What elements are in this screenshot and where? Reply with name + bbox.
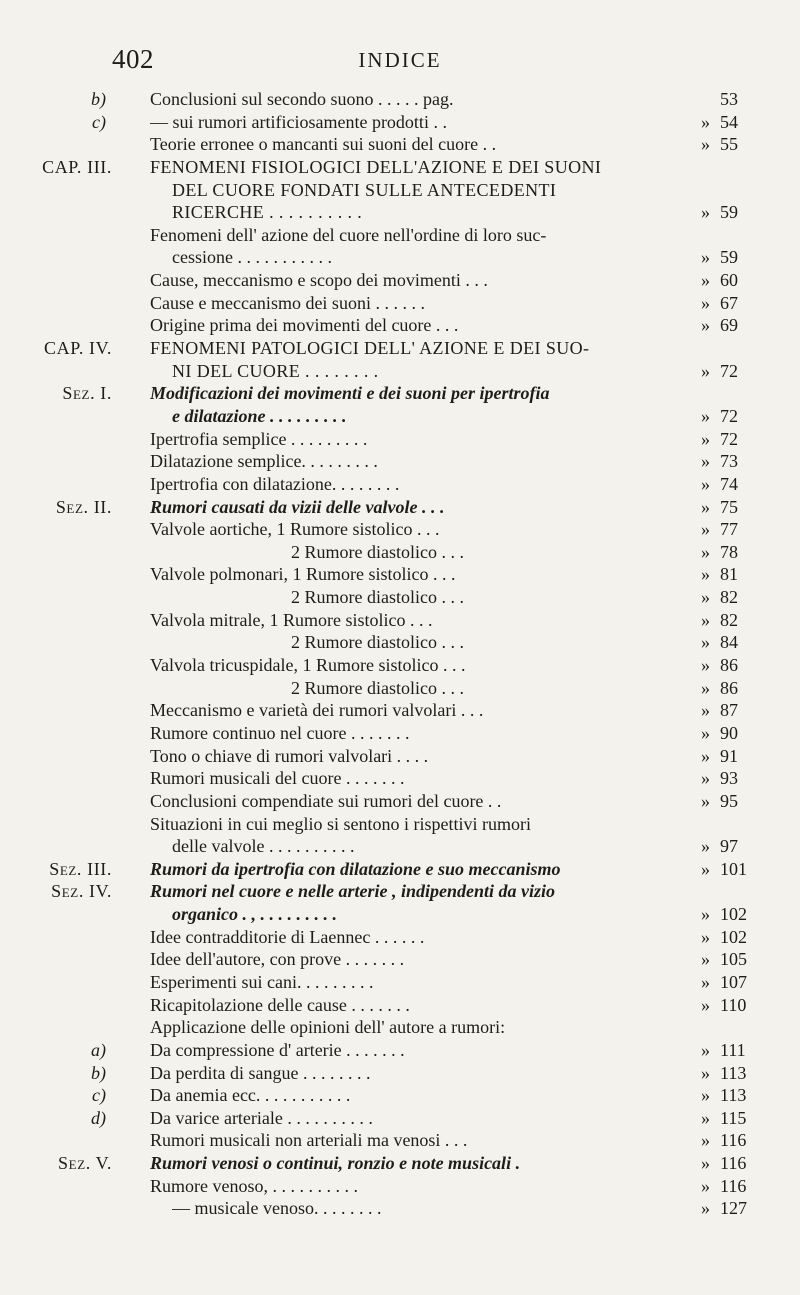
toc-entry: [0, 473, 800, 496]
toc-entry: [0, 835, 800, 858]
entry-label: d): [91, 1107, 106, 1128]
toc-entry: [0, 971, 800, 994]
entry-page-number: 113: [720, 1085, 747, 1106]
entry-title: Conclusioni compendiate sui rumori del cuore . .: [150, 790, 502, 811]
toc-entry: [0, 1129, 800, 1152]
toc-entry: [0, 790, 800, 813]
entry-page-number: 86: [720, 655, 738, 676]
toc-entry: [0, 179, 800, 202]
entry-title: Applicazione delle opinioni dell' autore a rumori:: [150, 1017, 506, 1038]
running-head: INDICE: [358, 48, 442, 72]
entry-page-number: 86: [720, 677, 738, 698]
entry-page-number: 73: [720, 451, 738, 472]
ditto-marker: »: [701, 632, 710, 653]
ditto-marker: »: [701, 292, 710, 313]
entry-page-number: 113: [720, 1062, 747, 1083]
entry-label: b): [91, 1062, 106, 1083]
entry-title: Situazioni in cui meglio si sentono i rispettivi rumori: [150, 813, 531, 834]
ditto-marker: »: [701, 1198, 710, 1219]
ditto-marker: »: [701, 134, 710, 155]
entry-title: Valvole aortiche, 1 Rumore sistolico . . .: [150, 519, 440, 540]
entry-page-number: 87: [720, 700, 738, 721]
toc-entry: [0, 903, 800, 926]
entry-label: a): [91, 1039, 106, 1060]
toc-entry: [0, 609, 800, 632]
entry-title: 2 Rumore diastolico . . .: [291, 632, 464, 653]
ditto-marker: »: [701, 904, 710, 925]
entry-page-number: 82: [720, 609, 738, 630]
entry-label: CAP. III.: [42, 156, 112, 177]
toc-entry: [0, 111, 800, 134]
entry-label: Sez. V.: [58, 1153, 112, 1174]
entry-title: Ipertrofia con dilatazione. . . . . . . .: [150, 473, 400, 494]
entry-title: Fenomeni dell' azione del cuore nell'ordine di loro suc-: [150, 224, 547, 245]
entry-label: Sez. III.: [49, 858, 112, 879]
entry-page-number: 111: [720, 1039, 746, 1060]
ditto-marker: »: [701, 1107, 710, 1128]
toc-entry: [0, 133, 800, 156]
toc-entry: [0, 745, 800, 768]
entry-title: NI DEL CUORE . . . . . . . .: [172, 360, 379, 381]
ditto-marker: »: [701, 790, 710, 811]
ditto-marker: »: [701, 1085, 710, 1106]
entry-title: Teorie erronee o mancanti sui suoni del cuore . .: [150, 134, 497, 155]
ditto-marker: »: [701, 1153, 710, 1174]
entry-title: Dilatazione semplice. . . . . . . . .: [150, 451, 378, 472]
ditto-marker: »: [701, 1062, 710, 1083]
ditto-marker: »: [701, 926, 710, 947]
toc-entry: [0, 496, 800, 519]
ditto-marker: »: [701, 700, 710, 721]
entry-title: Valvola tricuspidale, 1 Rumore sistolico . . .: [150, 655, 466, 676]
entry-page-number: 72: [720, 405, 738, 426]
ditto-marker: »: [701, 745, 710, 766]
entry-page-number: 91: [720, 745, 738, 766]
toc-entry: [0, 699, 800, 722]
entry-title: Cause, meccanismo e scopo dei movimenti . . .: [150, 270, 488, 291]
entry-page-number: 72: [720, 428, 738, 449]
ditto-marker: »: [701, 111, 710, 132]
entry-page-number: 77: [720, 519, 738, 540]
entry-title: Conclusioni sul secondo suono . . . . . pag.: [150, 89, 454, 109]
toc-entry: [0, 541, 800, 564]
entry-title: Da anemia ecc. . . . . . . . . . .: [150, 1085, 351, 1106]
toc-entry: [0, 1175, 800, 1198]
ditto-marker: »: [701, 315, 710, 336]
toc-entry: [0, 631, 800, 654]
entry-title: FENOMENI PATOLOGICI DELL' AZIONE E DEI SUO-: [150, 338, 590, 359]
entry-title: organico . , . . . . . . . . .: [172, 904, 338, 925]
entry-title: Cause e meccanismo dei suoni . . . . . .: [150, 292, 425, 313]
entry-title: Rumori venosi o continui, ronzio e note musicali .: [150, 1153, 521, 1174]
entry-page-number: 81: [720, 564, 738, 585]
toc-entry: [0, 1197, 800, 1220]
entry-page-number: 102: [720, 904, 747, 925]
toc-entry: [0, 1062, 800, 1085]
ditto-marker: »: [701, 858, 710, 879]
entry-page-number: 107: [720, 971, 747, 992]
entry-page-number: 59: [720, 202, 738, 223]
entry-label: CAP. IV.: [44, 338, 112, 359]
entry-title: Tono o chiave di rumori valvolari . . . .: [150, 745, 429, 766]
entry-page-number: 53: [720, 89, 738, 109]
toc-entry: [0, 224, 800, 247]
table-of-contents: [0, 88, 800, 1220]
entry-label: Sez. I.: [62, 383, 112, 404]
entry-page-number: 69: [720, 315, 738, 336]
entry-title: Rumore venoso, . . . . . . . . . .: [150, 1175, 358, 1196]
ditto-marker: »: [701, 473, 710, 494]
entry-page-number: 105: [720, 949, 747, 970]
toc-entry: [0, 246, 800, 269]
ditto-marker: »: [701, 451, 710, 472]
toc-entry: [0, 292, 800, 315]
toc-entry: [0, 405, 800, 428]
entry-title: Ipertrofia semplice . . . . . . . . .: [150, 428, 368, 449]
entry-title: Esperimenti sui cani. . . . . . . . .: [150, 971, 374, 992]
ditto-marker: »: [701, 360, 710, 381]
entry-page-number: 84: [720, 632, 738, 653]
ditto-marker: »: [701, 655, 710, 676]
entry-page-number: 74: [720, 473, 738, 494]
entry-page-number: 97: [720, 836, 738, 857]
toc-entry: [0, 563, 800, 586]
toc-entry: [0, 654, 800, 677]
entry-page-number: 101: [720, 858, 747, 879]
toc-entry: [0, 813, 800, 836]
toc-entry: [0, 722, 800, 745]
entry-title: — sui rumori artificiosamente prodotti . .: [150, 111, 447, 132]
entry-page-number: 59: [720, 247, 738, 268]
entry-page-number: 72: [720, 360, 738, 381]
ditto-marker: »: [701, 1039, 710, 1060]
entry-label: Sez. II.: [55, 496, 112, 517]
entry-title: FENOMENI FISIOLOGICI DELL'AZIONE E DEI SUONI: [150, 156, 602, 177]
ditto-marker: »: [701, 519, 710, 540]
ditto-marker: »: [701, 270, 710, 291]
entry-label: Sez. IV.: [51, 881, 112, 902]
entry-page-number: 127: [720, 1198, 747, 1219]
toc-entry: [0, 1152, 800, 1175]
entry-page-number: 110: [720, 994, 747, 1015]
toc-entry: [0, 767, 800, 790]
entry-page-number: 54: [720, 111, 738, 132]
entry-title: Valvole polmonari, 1 Rumore sistolico . . .: [150, 564, 456, 585]
entry-title: Da compressione d' arterie . . . . . . .: [150, 1039, 405, 1060]
entry-page-number: 60: [720, 270, 738, 291]
entry-title: Valvola mitrale, 1 Rumore sistolico . . .: [150, 609, 433, 630]
toc-entry: [0, 586, 800, 609]
toc-entry: [0, 994, 800, 1017]
entry-page-number: 78: [720, 541, 738, 562]
toc-entry: [0, 1107, 800, 1130]
entry-page-number: 102: [720, 926, 747, 947]
ditto-marker: »: [701, 1130, 710, 1151]
ditto-marker: »: [701, 247, 710, 268]
ditto-marker: »: [701, 836, 710, 857]
entry-page-number: 90: [720, 722, 738, 743]
toc-entry: [0, 926, 800, 949]
entry-title: Rumori musicali non arteriali ma venosi . . .: [150, 1130, 468, 1151]
toc-entry: [0, 337, 800, 360]
ditto-marker: »: [701, 587, 710, 608]
page-number: 402: [112, 44, 154, 74]
entry-title: cessione . . . . . . . . . . .: [172, 247, 332, 268]
toc-entry: [0, 1039, 800, 1062]
toc-entry: [0, 156, 800, 179]
entry-title: Rumori musicali del cuore . . . . . . .: [150, 768, 405, 789]
entry-page-number: 116: [720, 1153, 747, 1174]
toc-entry: [0, 450, 800, 473]
toc-entry: [0, 382, 800, 405]
entry-label: b): [91, 89, 106, 109]
entry-title: — musicale venoso. . . . . . . .: [172, 1198, 382, 1219]
ditto-marker: »: [701, 564, 710, 585]
toc-entry: [0, 518, 800, 541]
entry-title: Meccanismo e varietà dei rumori valvolari . . .: [150, 700, 484, 721]
entry-page-number: 116: [720, 1175, 747, 1196]
ditto-marker: »: [701, 428, 710, 449]
toc-entry: [0, 201, 800, 224]
toc-entry: [0, 948, 800, 971]
ditto-marker: »: [701, 722, 710, 743]
toc-entry: [0, 1084, 800, 1107]
entry-title: e dilatazione . . . . . . . . .: [172, 405, 347, 426]
ditto-marker: »: [701, 994, 710, 1015]
ditto-marker: »: [701, 768, 710, 789]
entry-title: Idee dell'autore, con prove . . . . . . .: [150, 949, 405, 970]
ditto-marker: »: [701, 949, 710, 970]
entry-page-number: 75: [720, 496, 738, 517]
entry-title: Da perdita di sangue . . . . . . . .: [150, 1062, 371, 1083]
entry-title: 2 Rumore diastolico . . .: [291, 677, 464, 698]
toc-entry: [0, 428, 800, 451]
ditto-marker: »: [701, 677, 710, 698]
entry-title: 2 Rumore diastolico . . .: [291, 587, 464, 608]
entry-page-number: 93: [720, 768, 738, 789]
ditto-marker: »: [701, 405, 710, 426]
entry-label: c): [92, 111, 106, 132]
entry-title: Ricapitolazione delle cause . . . . . . .: [150, 994, 410, 1015]
ditto-marker: »: [701, 541, 710, 562]
ditto-marker: »: [701, 202, 710, 223]
toc-entry: [0, 858, 800, 881]
entry-title: DEL CUORE FONDATI SULLE ANTECEDENTI: [172, 179, 557, 200]
entry-title: Rumori causati da vizii delle valvole . . .: [150, 496, 445, 517]
entry-title: Origine prima dei movimenti del cuore . . .: [150, 315, 459, 336]
ditto-marker: »: [701, 496, 710, 517]
ditto-marker: »: [701, 971, 710, 992]
ditto-marker: »: [701, 1175, 710, 1196]
entry-label: c): [92, 1085, 106, 1106]
toc-entry: [0, 360, 800, 383]
toc-entry: [0, 1016, 800, 1039]
toc-entry: [0, 314, 800, 337]
entry-page-number: 116: [720, 1130, 747, 1151]
entry-title: Da varice arteriale . . . . . . . . . .: [150, 1107, 373, 1128]
entry-page-number: 115: [720, 1107, 747, 1128]
entry-title: Modificazioni dei movimenti e dei suoni per ipertrofia: [150, 383, 550, 404]
toc-entry: [0, 269, 800, 292]
toc-entry: [0, 880, 800, 903]
toc-entry: [0, 677, 800, 700]
toc-entry: [0, 88, 800, 111]
entry-title: RICERCHE . . . . . . . . . .: [172, 202, 363, 223]
entry-title: Rumori da ipertrofia con dilatazione e suo meccanismo: [150, 858, 561, 879]
entry-title: delle valvole . . . . . . . . . .: [172, 836, 355, 857]
ditto-marker: »: [701, 609, 710, 630]
entry-page-number: 55: [720, 134, 738, 155]
entry-title: Rumore continuo nel cuore . . . . . . .: [150, 722, 410, 743]
entry-title: Idee contradditorie di Laennec . . . . . .: [150, 926, 425, 947]
entry-title: 2 Rumore diastolico . . .: [291, 541, 464, 562]
entry-page-number: 82: [720, 587, 738, 608]
entry-page-number: 67: [720, 292, 738, 313]
entry-title: Rumori nel cuore e nelle arterie , indipendenti da vizio: [150, 881, 555, 902]
entry-page-number: 95: [720, 790, 738, 811]
